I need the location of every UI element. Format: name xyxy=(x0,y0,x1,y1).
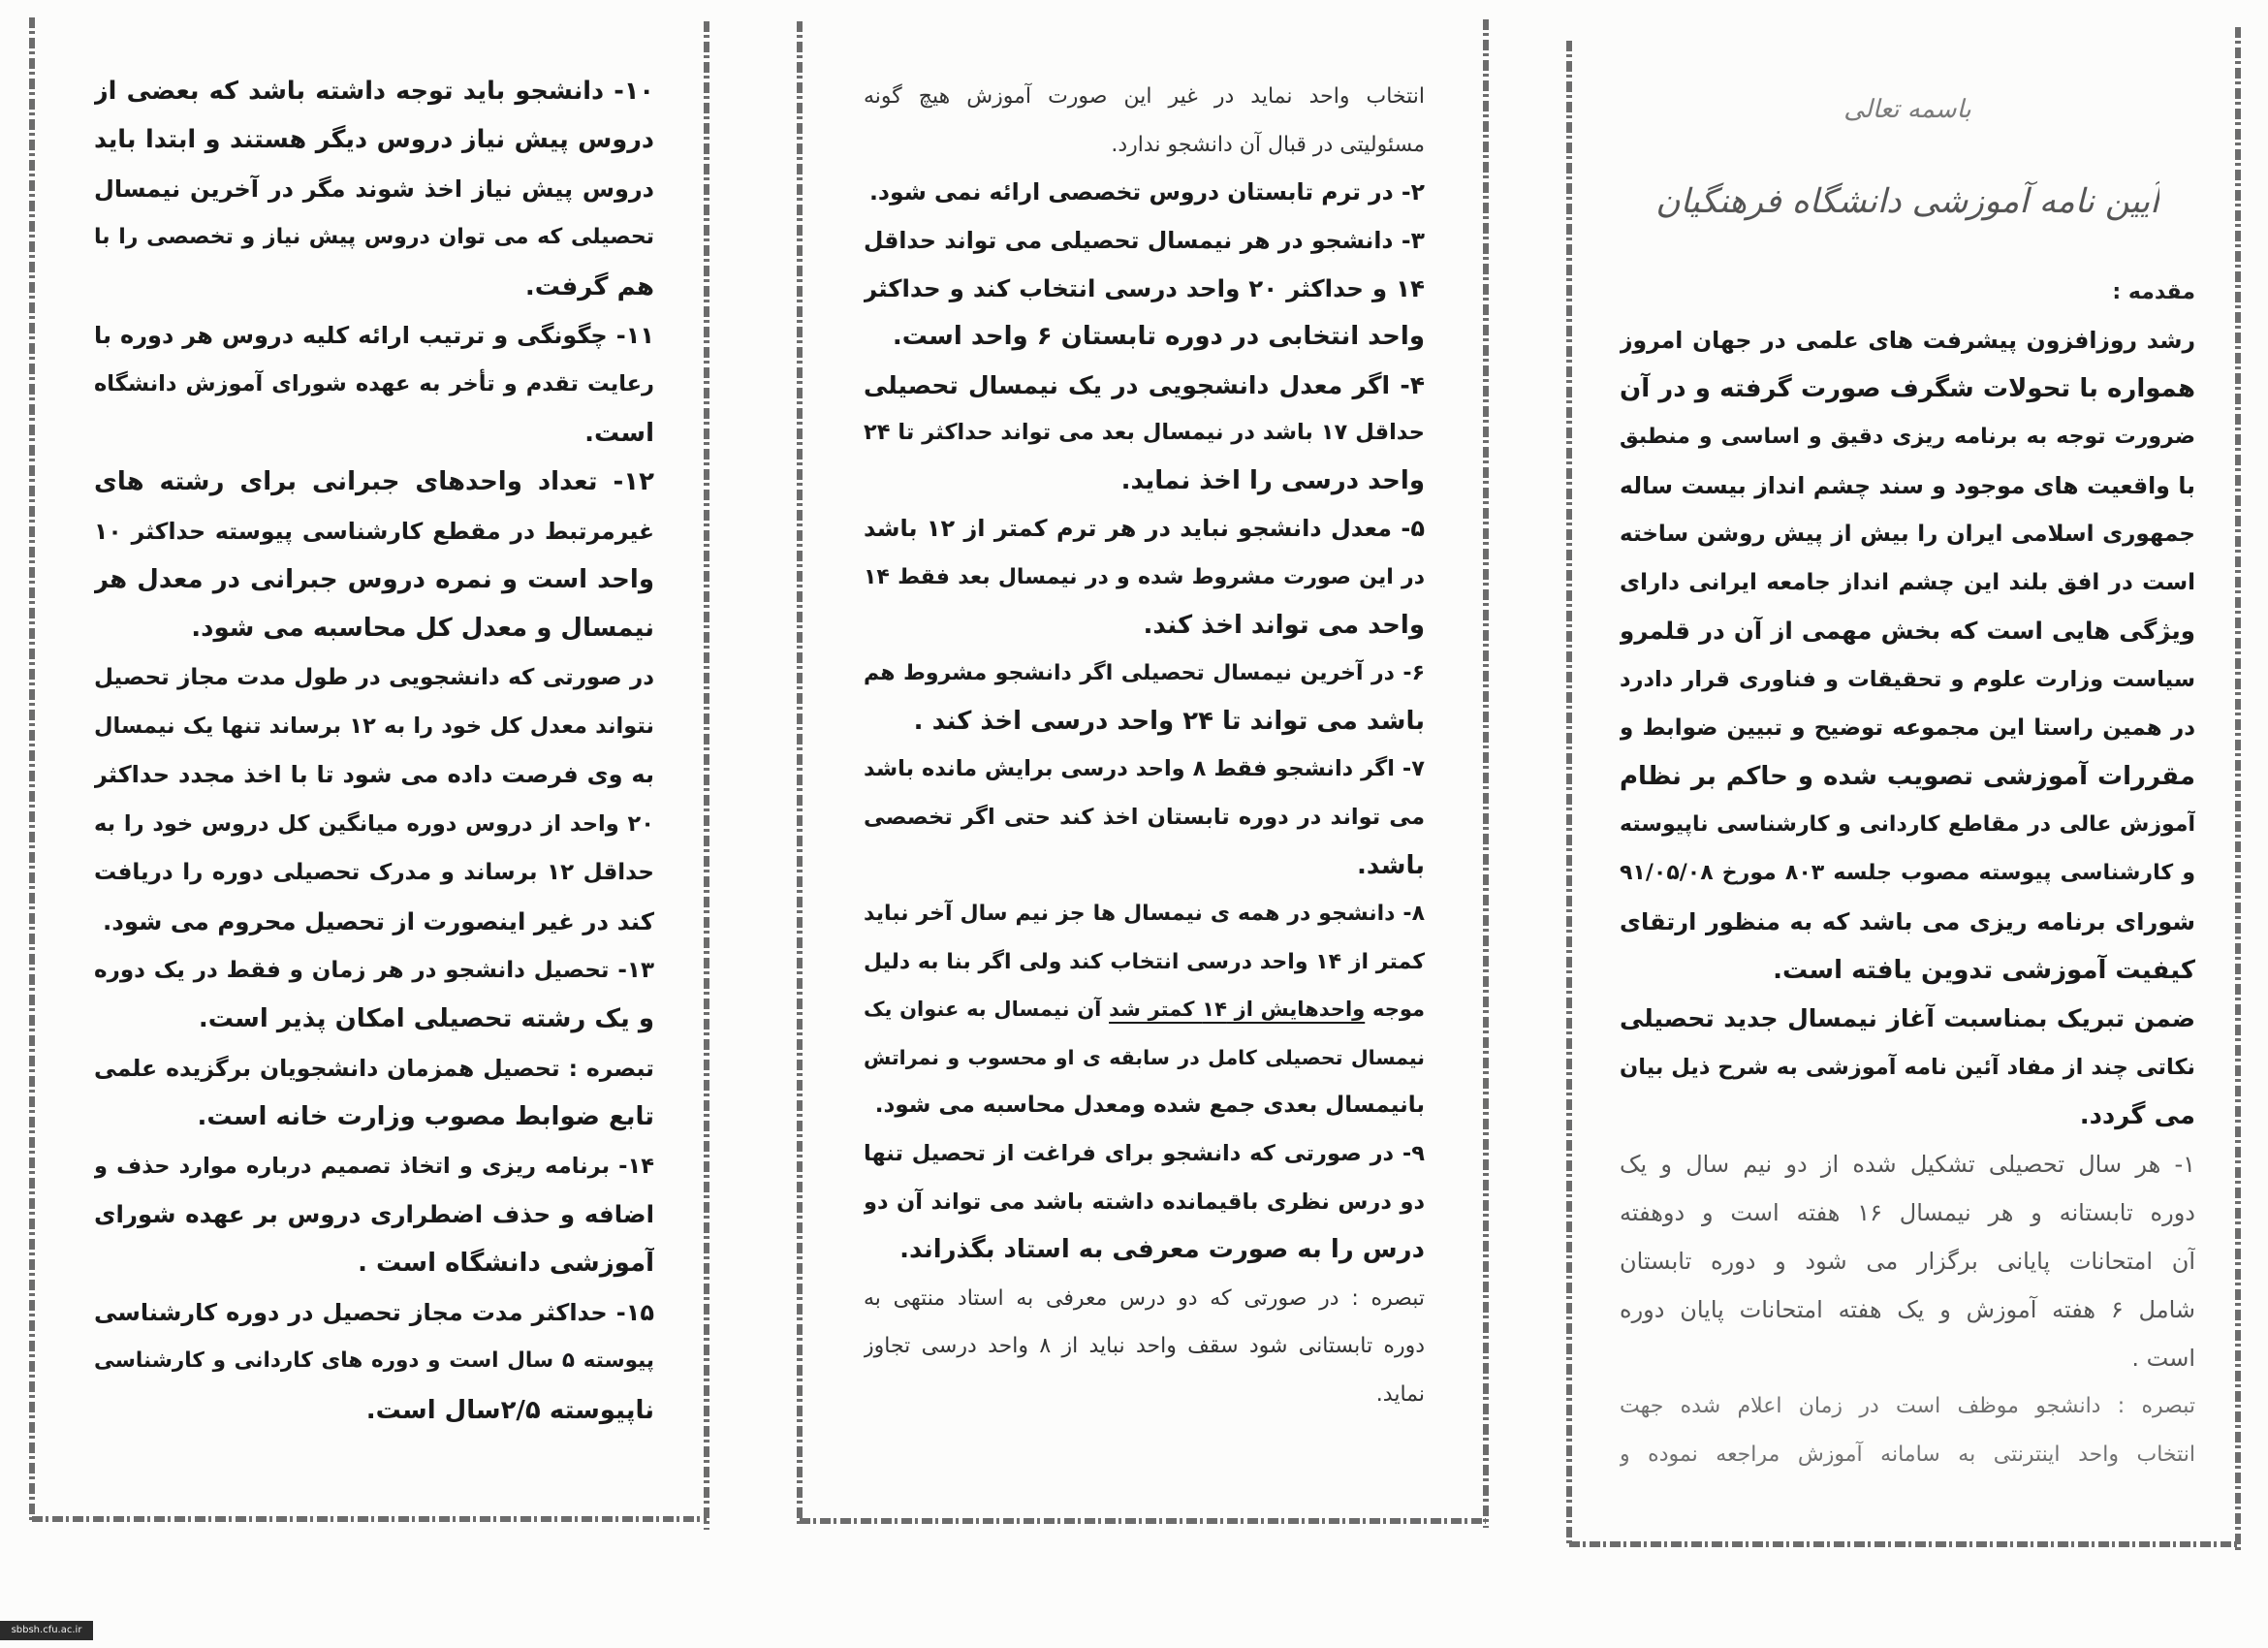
frame-border xyxy=(1483,19,1489,1528)
text-line: به وی فرصت داده می شود تا با اخذ مجدد حداکثر xyxy=(94,761,654,789)
text-line: ضمن تبریک بمناسبت آغاز نیمسال جدید تحصیلی xyxy=(1620,1004,2195,1032)
text-line: با واقعیت های موجود و سند چشم انداز بیست ساله xyxy=(1620,472,2195,499)
paragraph xyxy=(94,311,654,458)
text-line: شورای برنامه ریزی می باشد که به منظور ارتقای xyxy=(1620,908,2195,935)
text-line: ۱۱- چگونگی و ترتیب ارائه کلیه دروس هر دوره با xyxy=(94,321,654,349)
frame-border xyxy=(32,1516,707,1522)
text-line: واحد است و نمره دروس جبرانی در معدل هر xyxy=(94,564,654,594)
text-line: ۸- دانشجو در همه ی نیمسال ها جز نیم سال آخر نباید xyxy=(864,902,1425,927)
text-line: نیمسال و معدل کل محاسبه می شود. xyxy=(191,614,654,644)
text-line: درس را به صورت معرفی به استاد بگذراند. xyxy=(899,1235,1425,1265)
text-line: دوره تابستانه و هر نیمسال ۱۶ هفته است و دوهفته xyxy=(1620,1199,2195,1226)
paragraph xyxy=(94,67,654,311)
text-line: و یک رشته تحصیلی امکان پذیر است. xyxy=(198,1004,654,1034)
text-line: کیفیت آموزشی تدوین یافته است. xyxy=(1773,956,2195,985)
text-line: دو درس نظری باقیمانده داشته باشد می تواند آن دو xyxy=(864,1188,1425,1215)
column-text xyxy=(94,67,654,1435)
text-line: آن امتحانات پایانی برگزار می شود و دوره تابستان xyxy=(1620,1248,2195,1275)
frame-border xyxy=(2235,27,2241,1551)
text-line: ۱۴ و حداکثر ۲۰ واحد درسی انتخاب کند و حداکثر xyxy=(864,274,1425,303)
text-line: ۶- در آخرین نیمسال تحصیلی اگر دانشجو مشروط هم xyxy=(864,661,1425,686)
text-line: باشد. xyxy=(1357,850,1425,880)
column-text xyxy=(864,73,1425,1419)
text-line xyxy=(864,986,1425,1034)
text-line: مسئولیتی در قبال آن دانشجو ندارد. xyxy=(1111,132,1425,157)
text-line: در همین راستا این مجموعه توضیح و تبیین ضوابط و xyxy=(1620,715,2195,741)
underlined-text: واحدهایش از ۱۴ کمتر شد xyxy=(1109,998,1366,1022)
text-line: بانیمسال بعدی جمع شده ومعدل محاسبه می شود. xyxy=(874,1093,1425,1119)
frame-border xyxy=(800,1518,1486,1524)
column-right xyxy=(1620,84,2195,1479)
text-line: است. xyxy=(584,418,654,448)
text-line: مقررات آموزشی تصویب شده و حاکم بر نظام xyxy=(1620,762,2195,791)
text-line: ۱۰- دانشجو باید توجه داشته باشد که بعضی از xyxy=(94,77,654,106)
intro-label: مقدمه : xyxy=(2112,280,2195,304)
paragraph xyxy=(94,653,654,946)
note-paragraph xyxy=(1620,1382,2195,1479)
paragraph xyxy=(864,890,1425,1130)
text-line: حداقل ۱۲ برساند و مدرک تحصیلی دوره را دریافت xyxy=(94,860,654,886)
frame-border xyxy=(1566,41,1572,1547)
text-line: ویژگی هایی است که بخش مهمی از آن در قلمرو xyxy=(1620,617,2195,645)
document-title: آیین نامه آموزشی دانشگاه فرهنگیان xyxy=(1655,182,2159,221)
text-line: ۱۳- تحصیل دانشجو در هر زمان و فقط در یک دوره xyxy=(94,958,654,984)
text-line: کمتر از ۱۴ واحد درسی انتخاب کند ولی اگر بنا به دلیل xyxy=(864,949,1425,974)
text-line: غیرمرتبط در مقطع کارشناسی پیوسته حداکثر ۱۰ xyxy=(94,517,654,545)
column-middle xyxy=(864,73,1425,1419)
note-paragraph xyxy=(864,73,1425,169)
text-segment: آن نیمسال به عنوان یک xyxy=(864,998,1110,1022)
text-line: واحد انتخابی در دوره تابستان ۶ واحد است. xyxy=(892,321,1425,351)
text-line: نیمسال تحصیلی کامل در سابقه ی او محسوب و نمراتش xyxy=(864,1045,1425,1069)
text-line: نکاتی چند از مفاد آئین نامه آموزشی به شرح ذیل بیان xyxy=(1620,1055,2195,1080)
column-text xyxy=(1620,316,2195,1479)
column-left xyxy=(94,67,654,1435)
paragraph xyxy=(864,650,1425,745)
text-line: کند در غیر اینصورت از تحصیل محروم می شود. xyxy=(102,906,654,935)
bismillah-heading: باسمه تعالی xyxy=(1843,95,1971,124)
text-line: همواره با تحولات شگرف صورت گرفته و در آن xyxy=(1620,374,2195,403)
text-line: است . xyxy=(2131,1345,2195,1372)
text-line: ۹- در صورتی که دانشجو برای فراغت از تحصیل تنها xyxy=(864,1141,1425,1167)
frame-border xyxy=(797,21,803,1524)
text-line: دروس پیش نیاز دروس دیگر هستند و ابتدا باید xyxy=(94,125,654,155)
paragraph xyxy=(1620,1140,2195,1382)
paragraph xyxy=(94,1142,654,1288)
text-line: انتخاب واحد اینترنتی به سامانه آموزش مراجعه نموده و xyxy=(1620,1442,2195,1467)
text-line: نماید. xyxy=(1375,1382,1425,1408)
text-line: ۴- اگر معدل دانشجویی در یک نیمسال تحصیلی xyxy=(864,370,1425,399)
paragraph xyxy=(94,1288,654,1435)
note-paragraph xyxy=(864,1275,1425,1419)
text-line: ۵- معدل دانشجو نباید در هر ترم کمتر از ۱۲ باشد xyxy=(864,515,1425,543)
text-line: دوره تابستانی شود سقف واحد نباید از ۸ واحد درسی تجاوز xyxy=(864,1334,1425,1359)
text-line: نتواند معدل کل خود را به ۱۲ برساند تنها یک نیمسال xyxy=(94,713,654,740)
text-line: حداقل ۱۷ باشد در نیمسال بعد می تواند حداکثر تا ۲۴ xyxy=(864,420,1425,446)
paragraph xyxy=(1620,995,2195,1140)
paragraph xyxy=(1620,316,2195,995)
frame-border xyxy=(1569,1541,2238,1547)
paragraph xyxy=(864,169,1425,217)
text-line: واحد درسی را اخذ نماید. xyxy=(1120,465,1425,495)
text-line: آموزشی دانشگاه است . xyxy=(358,1249,654,1279)
text-line: شامل ۶ هفته آموزش و یک هفته امتحانات پایان دوره xyxy=(1620,1296,2195,1323)
paragraph xyxy=(864,505,1425,650)
text-line: هم گرفت. xyxy=(524,271,654,301)
text-line: باشد می تواند تا ۲۴ واحد درسی اخذ کند . xyxy=(913,706,1425,736)
paragraph xyxy=(94,1044,654,1142)
text-line: و کارشناسی پیوسته مصوب جلسه ۸۰۳ مورخ ۹۱/۰۵/۰۸ xyxy=(1620,861,2195,885)
text-line: در این صورت مشروط شده و در نیمسال بعد فقط ۱۴ xyxy=(864,564,1425,589)
text-line: ۱- هر سال تحصیلی تشکیل شده از دو نیم سال و یک xyxy=(1620,1151,2195,1178)
paragraph xyxy=(864,362,1425,506)
text-line: می تواند در دوره تابستان اخذ کند حتی اگر تخصصی xyxy=(864,804,1425,830)
text-line: ۷- اگر دانشجو فقط ۸ واحد درسی برایش مانده باشد xyxy=(864,756,1425,782)
text-line: ضرورت توجه به برنامه ریزی دقیق و اساسی و منطبق xyxy=(1620,425,2195,449)
paragraph xyxy=(864,217,1425,362)
text-line: جمهوری اسلامی ایران را بیش از پیش روشن ساخته xyxy=(1620,522,2195,547)
text-line: ۲۰ واحد از دروس دوره میانگین کل دروس خود را به xyxy=(94,810,654,837)
frame-border xyxy=(704,21,709,1530)
text-line: تبصره : در صورتی که دو درس معرفی به استاد منتهی به xyxy=(864,1285,1425,1311)
text-line: می گردد. xyxy=(2079,1101,2195,1130)
text-line: ۲- در ترم تابستان دروس تخصصی ارائه نمی شود. xyxy=(868,178,1425,206)
text-line: اضافه و حذف اضطراری دروس بر عهده شورای xyxy=(94,1199,654,1228)
text-line: تبصره : دانشجو موظف است در زمان اعلام شده جهت xyxy=(1620,1394,2195,1418)
frame-border xyxy=(29,17,35,1522)
paragraph xyxy=(94,946,654,1044)
text-line: ناپیوسته ۲/۵سال است. xyxy=(365,1395,654,1425)
text-line: آموزش عالی در مقاطع کاردانی و کارشناسی ناپیوسته xyxy=(1620,812,2195,837)
text-line: تبصره : تحصیل همزمان دانشجویان برگزیده علمی xyxy=(94,1054,654,1082)
text-line: ۱۵- حداکثر مدت مجاز تحصیل در دوره کارشناسی xyxy=(94,1298,654,1326)
text-line: ۱۴- برنامه ریزی و اتخاذ تصمیم درباره موارد حذف و xyxy=(94,1153,654,1179)
site-watermark: sbbsh.cfu.ac.ir xyxy=(0,1621,93,1640)
text-line: در صورتی که دانشجویی در طول مدت مجاز تحصیل xyxy=(94,664,654,690)
text-line: واحد می تواند اخذ کند. xyxy=(1143,610,1425,640)
text-line: دروس پیش نیاز اخذ شوند مگر در آخرین نیمسال xyxy=(94,174,654,203)
text-line: ۳- دانشجو در هر نیمسال تحصیلی می تواند حداقل xyxy=(864,226,1425,254)
text-line: سیاست وزارت علوم و تحقیقات و فناوری قرار دادرد xyxy=(1620,667,2195,692)
text-segment: موجه xyxy=(1365,998,1425,1022)
text-line: تحصیلی که می توان دروس پیش نیاز و تخصصی را با xyxy=(94,225,654,250)
text-line: است در افق بلند این چشم انداز جامعه ایرانی دارای xyxy=(1620,570,2195,595)
paragraph xyxy=(864,745,1425,890)
text-line: ۱۲- تعداد واحدهای جبرانی برای رشته های xyxy=(94,467,654,497)
text-line: تابع ضوابط مصوب وزارت خانه است. xyxy=(197,1102,654,1132)
text-line: پیوسته ۵ سال است و دوره های کاردانی و کارشناسی xyxy=(94,1348,654,1374)
text-line: رعایت تقدم و تأخر به عهده شورای آموزش دانشگاه xyxy=(94,371,654,397)
text-line: رشد روزافزون پیشرفت های علمی در جهان امروز xyxy=(1620,327,2195,354)
paragraph xyxy=(94,458,654,653)
paragraph xyxy=(864,1130,1425,1275)
text-line: انتخاب واحد نماید در غیر این صورت آموزش هیچ گونه xyxy=(864,84,1425,109)
